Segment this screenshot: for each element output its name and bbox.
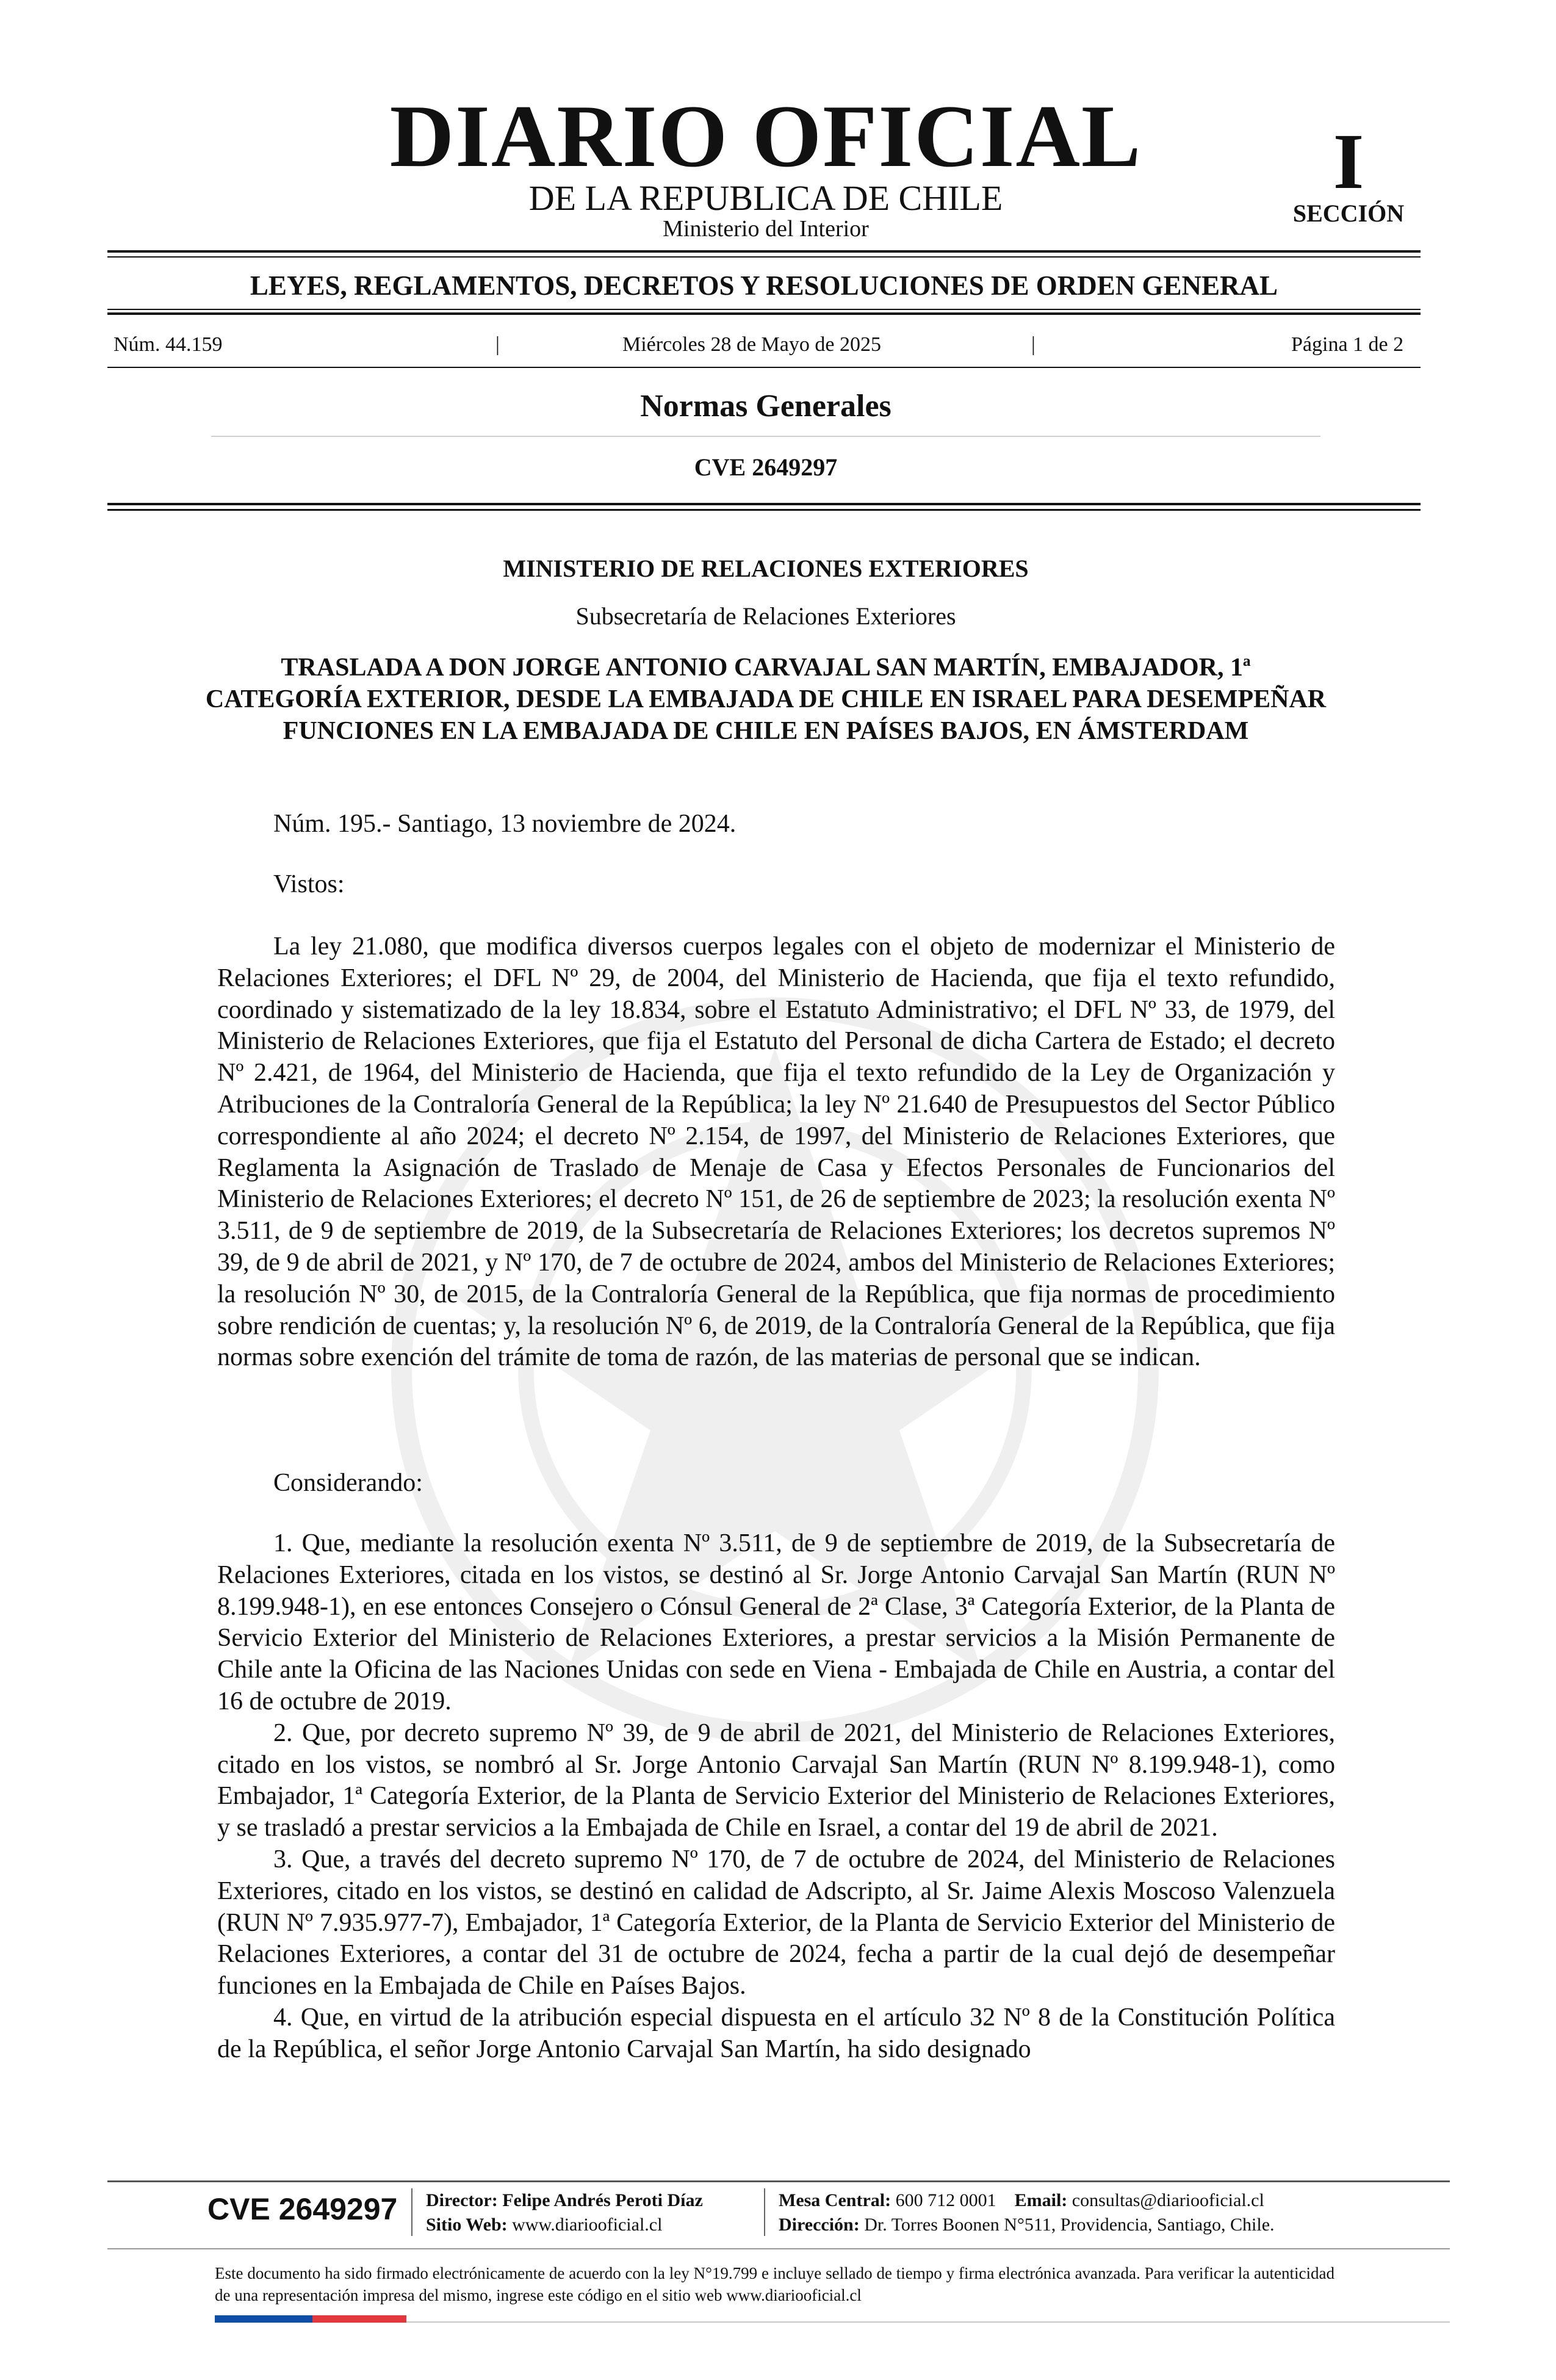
- address-label: Dirección:: [779, 2215, 860, 2235]
- rule-info: [107, 367, 1421, 368]
- footer-cve: CVE 2649297: [207, 2192, 398, 2226]
- considerando-item: 1. Que, mediante la resolución exenta Nº 3.511, de 9 de septiembre de 2019, de la Subsecretaría de Relaciones Exteriores, citada en los vistos, se destinó al Sr. Jorge Antonio Carvajal San Martín (RUN Nº 8.199.948-1), en ese entonces Consejero o Cónsul General de 2ª Clase, 3ª Categoría Exterior, de la Planta de Servicio Exterior del Ministerio de Relaciones Exteriores, a prestar servicios a la Misión Permanente de Chile ante la Oficina de las Naciones Unidas con sede en Viena - Embajada de Chile en Austria, a contar del 16 de octubre de 2019.: [217, 1529, 1335, 1715]
- info-separator: |: [495, 333, 500, 356]
- document-subsecretaria: Subsecretaría de Relaciones Exteriores: [575, 602, 956, 630]
- header-subtitle: LEYES, REGLAMENTOS, DECRETOS Y RESOLUCIONES DE ORDEN GENERAL: [250, 270, 1278, 301]
- central-value: 600 712 0001: [895, 2190, 996, 2210]
- issue-date: Miércoles 28 de Mayo de 2025: [622, 333, 881, 356]
- document-ministry: MINISTERIO DE RELACIONES EXTERIORES: [503, 555, 1029, 582]
- considerando-item: 3. Que, a través del decreto supremo Nº 170, de 7 de octubre de 2024, del Ministerio de Relaciones Exteriores, citado en los vistos, se destinó en calidad de Adscripto, al Sr. Jaime Alexis Moscoso Valenzuela (RUN Nº 7.935.977-7), Embajador, 1ª Categoría Exterior, de la Planta de Servicio Exterior del Ministerio de Relaciones Exteriores, a contar del 31 de octubre de 2024, fecha a partir de la cual dejó de desempeñar funciones en la Embajada de Chile en Países Bajos.: [217, 1845, 1335, 2000]
- footer-divider: [411, 2188, 412, 2236]
- section-divider: [211, 436, 1320, 437]
- rule-top-thin: [107, 256, 1421, 258]
- director-name: Felipe Andrés Peroti Díaz: [502, 2190, 703, 2210]
- rule-cve-thin: [107, 509, 1421, 511]
- masthead-subtitle: DE LA REPUBLICA DE CHILE: [528, 178, 1003, 218]
- flag-rule: [406, 2321, 1450, 2323]
- cve-code: CVE 2649297: [694, 453, 838, 481]
- considerando-list: [217, 1528, 1335, 2066]
- address-value: Dr. Torres Boonen N°511, Providencia, Santiago, Chile.: [864, 2215, 1275, 2235]
- decree-title: TRASLADA A DON JORGE ANTONIO CARVAJAL SAN MARTÍN, EMBAJADOR, 1ª CATEGORÍA EXTERIOR, DESDE LA EMBAJADA DE CHILE EN ISRAEL PARA DESEMPEÑAR FUNCIONES EN LA EMBAJADA DE CHILE EN PAÍSES BAJOS, EN ÁMSTERDAM: [205, 654, 1327, 745]
- flag-stripe-red: [312, 2315, 406, 2323]
- section-name: Normas Generales: [640, 389, 891, 424]
- footer-divider: [764, 2188, 765, 2236]
- footer-director-block: [426, 2188, 703, 2237]
- footer-contact-block: [779, 2188, 1275, 2237]
- flag-stripe-blue: [215, 2315, 312, 2323]
- footer-rule: [107, 2180, 1450, 2182]
- rule-mid-thick: [107, 312, 1421, 315]
- masthead-ministry: Ministerio del Interior: [663, 216, 869, 242]
- decree-number-date: Núm. 195.- Santiago, 13 noviembre de 2024.: [273, 810, 737, 838]
- rule-cve-thick: [107, 503, 1421, 505]
- considerando-heading: Considerando:: [273, 1469, 423, 1497]
- page-indicator: Página 1 de 2: [1291, 333, 1404, 356]
- issue-number: Núm. 44.159: [113, 333, 223, 356]
- considerando-item: 2. Que, por decreto supremo Nº 39, de 9 de abril de 2021, del Ministerio de Relaciones Exteriores, citado en los vistos, se nombró al Sr. Jorge Antonio Carvajal San Martín (RUN Nº 8.199.948-1), como Embajador, 1ª Categoría Exterior, de la Planta de Servicio Exterior del Ministerio de Relaciones Exteriores, y se trasladó a prestar servicios a la Embajada de Chile en Israel, a contar del 19 de abril de 2021.: [217, 1718, 1335, 1842]
- rule-mid-thin: [107, 309, 1421, 310]
- masthead-title: DIARIO OFICIAL: [389, 87, 1142, 186]
- director-label: Director:: [426, 2190, 498, 2210]
- vistos-heading: Vistos:: [273, 870, 345, 898]
- footer-legal-text: Este documento ha sido firmado electrónicamente de acuerdo con la ley N°19.799 e incluye sellado de tiempo y firma electrónica avanzada. Para verificar la autenticidad de una representación impresa del mismo, ingrese este código en el sitio web www.diariooficial.cl: [215, 2264, 1334, 2304]
- considerando-item: 4. Que, en virtud de la atribución especial dispuesta en el artículo 32 Nº 8 de la Constitución Política de la República, el señor Jorge Antonio Carvajal San Martín, ha sido designado: [217, 2003, 1335, 2063]
- vistos-paragraph: La ley 21.080, que modifica diversos cuerpos legales con el objeto de modernizar el Ministerio de Relaciones Exteriores; el DFL Nº 29, de 2004, del Ministerio de Hacienda, que fija el texto refundido, coordinado y sistematizado de la ley 18.834, sobre el Estatuto Administrativo; el DFL Nº 33, de 1979, del Ministerio de Relaciones Exteriores, que fija el Estatuto del Personal de dicha Cartera de Estado; el decreto Nº 2.421, de 1964, del Ministerio de Hacienda, que fija el texto refundido de la Ley de Organización y Atribuciones de la Contraloría General de la República; la ley Nº 21.640 de Presupuestos del Sector Público correspondiente al año 2024; el decreto Nº 2.154, de 1997, del Ministerio de Relaciones Exteriores, que Reglamenta la Asignación de Traslado de Menaje de Casa y Efectos Personales de Funcionarios del Ministerio de Relaciones Exteriores; el decreto Nº 151, de 26 de septiembre de 2023; la resolución exenta Nº 3.511, de 9 de septiembre de 2019, de la Subsecretaría de Relaciones Exteriores; los decretos supremos Nº 39, de 9 de abril de 2021, y Nº 170, de 7 de octubre de 2024, ambos del Ministerio de Relaciones Exteriores; la resolución Nº 30, de 2015, de la Contraloría General de la República, que fija normas de procedimiento sobre rendición de cuentas; y, la resolución Nº 6, de 2019, de la Contraloría General de la República, que fija normas sobre exención del trámite de toma de razón, de las materias de personal que se indican.: [217, 932, 1335, 1372]
- section-number: I: [1333, 118, 1364, 206]
- site-label: Sitio Web:: [426, 2215, 508, 2235]
- email-link[interactable]: consultas@diariooficial.cl: [1072, 2190, 1264, 2210]
- info-separator: |: [1031, 333, 1036, 356]
- footer-rule-thin: [107, 2248, 1450, 2249]
- email-label: Email:: [1014, 2190, 1068, 2210]
- site-link[interactable]: www.diariooficial.cl: [512, 2215, 663, 2235]
- central-label: Mesa Central:: [779, 2190, 891, 2210]
- rule-top-thick: [107, 250, 1421, 253]
- section-label: SECCIÓN: [1292, 200, 1405, 227]
